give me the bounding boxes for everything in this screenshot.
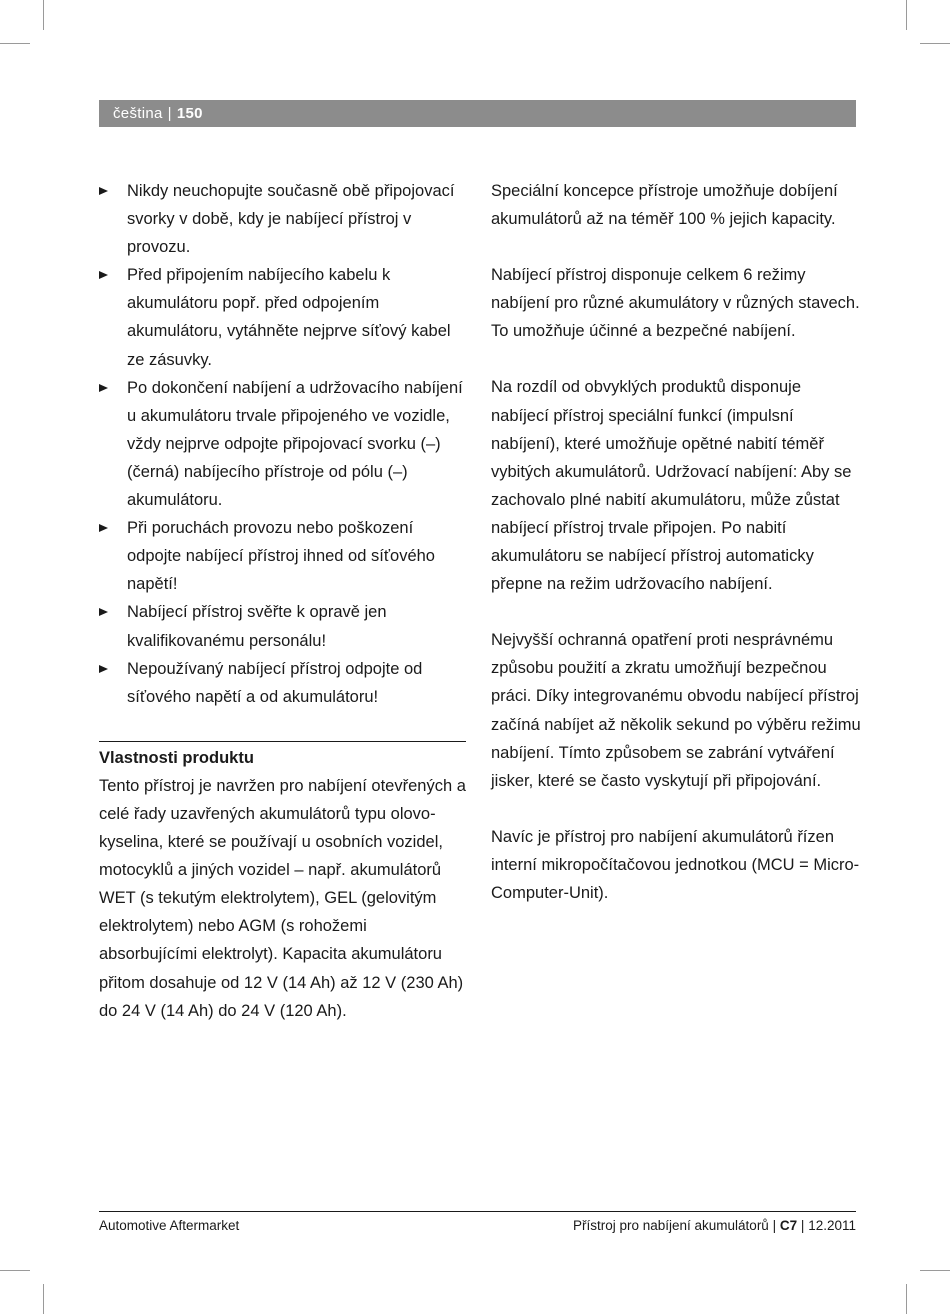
paragraph: Navíc je přístroj pro nabíjení akumulátorů řízen interní mikropočítačovou jednotkou (MCU = Micro-Computer-Unit). [491,827,860,902]
footer-left: Automotive Aftermarket [99,1218,240,1233]
crop-mark [0,43,30,44]
safety-bullet-list [99,177,466,711]
paragraph: Nabíjecí přístroj disponuje celkem 6 režimy nabíjení pro různé akumulátory v různých stavech. To umožňuje účinné a bezpečné nabíjení. [491,266,860,341]
section-paragraph: Tento přístroj je navržen pro nabíjení otevřených a celé řady uzavřených akumulátorů typu olovo-kyselina, které se používají u osobních vozidel, motocyklů a jiných vozidel – např. akumulátorů WET (s tekutým elektrolytem), GEL (gelovitým elektrolytem) nebo AGM (s rohožemi absorbujícími elektrolyt). Kapacita akumulátoru přitom dosahuje od 12 V (14 Ah) až 12 V (230 Ah) do 24 V (14 Ah) do 24 V (120 Ah). [99,776,466,1020]
page-header [99,100,856,127]
footer-right [573,1217,856,1235]
footer-separator: | [772,1218,777,1233]
crop-mark [0,1270,30,1271]
footer-code: C7 [779,1218,798,1233]
footer-separator: | [800,1218,805,1233]
paragraph: Speciální koncepce přístroje umožňuje dobíjení akumulátorů až na téměř 100 % jejich kapacity. [491,182,838,229]
paragraph: Nejvyšší ochranná opatření proti nesprávnému způsobu použití a zkratu umožňují bezpečnou práci. Díky integrovanému obvodu nabíjecí přístroj začíná nabíjet až několik sekund po výběru režimu nabíjení. Tímto způsobem se zabrání vytváření jisker, které se často vyskytují při připojování. [491,631,861,790]
footer-divider [99,1211,856,1212]
crop-mark [920,43,950,44]
page-number: 150 [176,105,203,122]
header-language: čeština [113,105,163,122]
list-item: Před připojením nabíjecího kabelu k akumulátoru popř. před odpojením akumulátoru, vytáhněte nejprve síťový kabel ze zásuvky. [99,261,466,373]
list-item: Nepoužívaný nabíjecí přístroj odpojte od síťového napětí a od akumulátoru! [99,655,466,711]
right-column [491,177,863,907]
crop-mark [920,1270,950,1271]
section-divider [99,741,466,742]
crop-mark [906,1284,907,1314]
header-separator: | [167,105,172,122]
crop-mark [906,0,907,30]
paragraph: Na rozdíl od obvyklých produktů disponuje nabíjecí přístroj speciální funkcí (impulsní nabíjení), které umožňuje opětné nabití téměř vybitých akumulátorů. Udržovací nabíjení: Aby se zachovalo plné nabití akumulátoru, může zůstat nabíjecí přístroj trvale připojen. Po nabití akumulátoru se nabíjecí přístroj automaticky přepne na režim udržovacího nabíjení. [491,378,852,594]
list-item: Po dokončení nabíjení a udržovacího nabíjení u akumulátoru trvale připojeného ve vozidle, vždy nejprve odpojte připojovací svorku (–) (černá) nabíjecího přístroje od pólu (–) akumulátoru. [99,374,466,514]
section-title: Vlastnosti produktu [99,748,254,767]
list-item: Nabíjecí přístroj svěřte k opravě jen kvalifikovanému personálu! [99,598,466,654]
footer-date: 12.2011 [808,1218,856,1233]
crop-mark [43,1284,44,1314]
left-column [99,177,466,1025]
list-item: Nikdy neuchopujte současně obě připojovací svorky v době, kdy je nabíjecí přístroj v provozu. [99,177,466,261]
list-item: Při poruchách provozu nebo poškození odpojte nabíjecí přístroj ihned od síťového napětí! [99,514,466,598]
crop-mark [43,0,44,30]
footer-title: Přístroj pro nabíjení akumulátorů [572,1218,769,1233]
